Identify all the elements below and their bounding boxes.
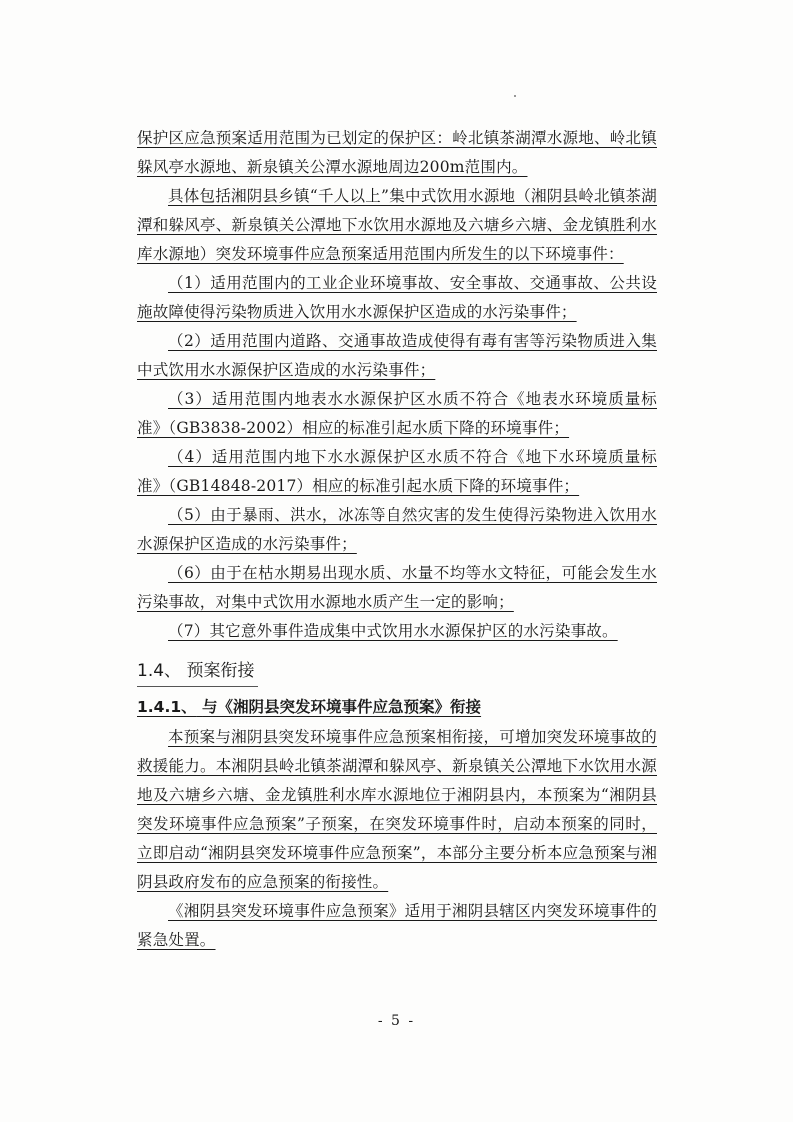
subsection-title: 与《湘阴县突发环境事件应急预案》衔接 <box>202 698 482 716</box>
scan-speck <box>514 95 516 97</box>
linkage-paragraph: 本预案与湘阴县突发环境事件应急预案相衔接，可增加突发环境事故的救援能力。本湘阴县岭北镇茶湖潭和躲风亭、新泉镇关公潭地下水饮用水源地及六塘乡六塘、金龙镇胜利水库水源地位于湘阴县内，本预案为“湘阴县突发环境事件应急预案”子预案，在突发环境事件时，启动本预案的同时，立即启动“湘阴县突发环境事件应急预案”，本部分主要分析本应急预案与湘阴县政府发布的应急预案的衔接性。 <box>137 728 657 891</box>
list-item: （2）适用范围内道路、交通事故造成使得有毒有害等污染物质进入集中式饮用水水源保护区造成的水污染事件； <box>137 332 657 379</box>
scope-paragraph: 保护区应急预案适用范围为已划定的保护区：岭北镇茶湖潭水源地、岭北镇躲风亭水源地、新泉镇关公潭水源地周边200m范围内。 <box>137 129 657 176</box>
subsection-heading <box>137 693 657 721</box>
list-item: （1）适用范围内的工业企业环境事故、安全事故、交通事故、公共设施故障使得污染物质进入饮用水水源保护区造成的水污染事件； <box>137 274 657 321</box>
section-heading: 1.4、 预案衔接 <box>137 656 258 687</box>
linkage-scope-paragraph: 《湘阴县突发环境事件应急预案》适用于湘阴县辖区内突发环境事件的紧急处置。 <box>137 902 657 949</box>
list-item: （5）由于暴雨、洪水，冰冻等自然灾害的发生使得污染物进入饮用水水源保护区造成的水污染事件； <box>137 506 657 553</box>
subsection-number: 1.4.1、 <box>137 698 197 716</box>
list-item: （7）其它意外事件造成集中式饮用水水源保护区的水污染事故。 <box>168 622 618 640</box>
list-item: （3）适用范围内地表水水源保护区水质不符合《地表水环境质量标准》（GB3838-2002）相应的标准引起水质下降的环境事件； <box>137 390 657 437</box>
scope-detail-paragraph: 具体包括湘阴县乡镇“千人以上”集中式饮用水源地（湘阴县岭北镇茶湖潭和躲风亭、新泉镇关公潭地下水饮用水源地及六塘乡六塘、金龙镇胜利水库水源地）突发环境事件应急预案适用范围内所发生的以下环境事件： <box>137 187 657 263</box>
list-item: （4）适用范围内地下水水源保护区水质不符合《地下水环境质量标准》（GB14848-2017）相应的标准引起水质下降的环境事件； <box>137 448 657 495</box>
page-content <box>137 124 657 955</box>
list-item: （6）由于在枯水期易出现水质、水量不均等水文特征，可能会发生水污染事故，对集中式饮用水源地水质产生一定的影响； <box>137 564 657 611</box>
page-number: - 5 - <box>377 1013 416 1029</box>
